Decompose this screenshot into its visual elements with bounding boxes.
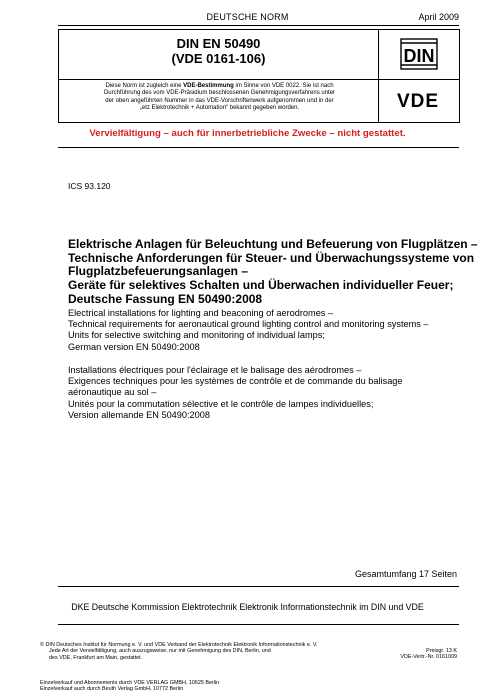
title-fr-line: aéronautique au sol –	[68, 387, 157, 398]
title-fr-line: Exigences techniques pour les systèmes de contrôle et de commande du balisage	[68, 376, 403, 387]
vde-logo-text: VDE	[396, 91, 440, 112]
notice-line-4: „etz Elektrotechnik + Automation“ bekannt gegeben worden.	[139, 105, 300, 112]
document-number-box	[58, 29, 379, 80]
title-en-line: German version EN 50490:2008	[68, 341, 200, 352]
dke-line: DKE Deutsche Kommission Elektrotechnik Elektronik Informationstechnik im DIN und VDE	[71, 602, 424, 612]
title-de-line: Elektrische Anlagen für Beleuchtung und Befeuerung von Flugplätzen –	[68, 237, 478, 251]
notice-rule	[58, 147, 459, 148]
copyright-line: © DIN Deutsches Institut für Normung e. V. und VDE Verband der Elektrotechnik Elektronik Informationstechnik e. V.	[40, 642, 318, 648]
notice-line-2: Durchführung des vom VDE-Präsidium beschlossenen Genehmigungsverfahrens unter	[103, 90, 336, 97]
title-en-line: Technical requirements for aeronautical ground lighting control and monitoring systems –	[68, 319, 429, 330]
notice-line-1: Diese Norm ist zugleich eine VDE-Bestimmung im Sinne von VDE 0022. Sie ist nach	[105, 83, 334, 89]
sales-info	[40, 680, 219, 693]
title-de-line: Deutsche Fassung EN 50490:2008	[68, 291, 263, 306]
vde-notice-box	[58, 78, 379, 123]
title-fr-line: Installations électriques pour l'éclairage et le balisage des aérodromes –	[68, 365, 362, 375]
pages-rule	[58, 586, 459, 587]
title-de-line: Geräte für selektives Schalten und Überwachen individueller Feuer;	[68, 278, 454, 293]
title-de-line: Technische Anforderungen für Steuer- und Überwachungssysteme von	[68, 250, 475, 265]
copyright-line: des VDE, Frankfurt am Main, gestattet.	[49, 654, 143, 661]
dke-rule	[58, 624, 459, 625]
din-logo-text: DIN	[403, 46, 435, 66]
vde-order-number: VDE-Vertr.-Nr. 0161009	[400, 654, 457, 661]
din-logo	[377, 30, 459, 79]
title-en-line: Electrical installations for lighting and beaconing of aerodromes –	[68, 308, 334, 318]
notice-line-3: der oben angeführten Nummer in das VDE-Vorschriftenwerk aufgenommen und in der	[105, 97, 334, 104]
price-group	[400, 648, 457, 661]
header-rule	[58, 25, 459, 26]
copyright-notice	[40, 642, 370, 661]
standard-type-label: DEUTSCHE NORM	[206, 12, 289, 22]
ics-code: ICS 93.120	[68, 181, 111, 191]
copyright-line: Jede Art der Vervielfältigung, auch auszugsweise, nur mit Genehmigung des DIN, Berlin, und	[49, 648, 271, 655]
vde-number: (VDE 0161-106)	[171, 51, 266, 66]
title-fr-line: Version allemande EN 50490:2008	[68, 409, 210, 420]
title-en-line: Units for selective switching and monitoring of individual lamps;	[68, 330, 325, 341]
title-english	[68, 308, 468, 353]
total-pages: Gesamtumfang 17 Seiten	[354, 569, 457, 579]
sales-line: Einzelverkauf auch durch Beuth Verlag GmbH, 10772 Berlin	[40, 686, 184, 693]
vde-notice	[67, 83, 372, 113]
price-line: Preisgr. 13 K	[426, 648, 457, 654]
reproduction-notice: Vervielfältigung – auch für innerbetriebliche Zwecke – nicht gestattet.	[89, 128, 406, 139]
title-german	[68, 237, 478, 307]
sales-line: Einzelverkauf und Abonnements durch VDE VERLAG GMBH, 10625 Berlin	[40, 680, 220, 686]
vde-logo-box	[377, 78, 460, 123]
title-fr-line: Unités pour la commutation sélective et le contrôle de lampes individuelles;	[68, 398, 374, 409]
title-de-line: Flugplatzbefeuerungsanlagen –	[68, 264, 249, 279]
document-number: DIN EN 50490	[176, 36, 261, 51]
title-french	[68, 365, 468, 421]
issue-date: April 2009	[418, 12, 459, 22]
vde-logo	[377, 78, 459, 122]
din-logo-box	[377, 29, 460, 80]
